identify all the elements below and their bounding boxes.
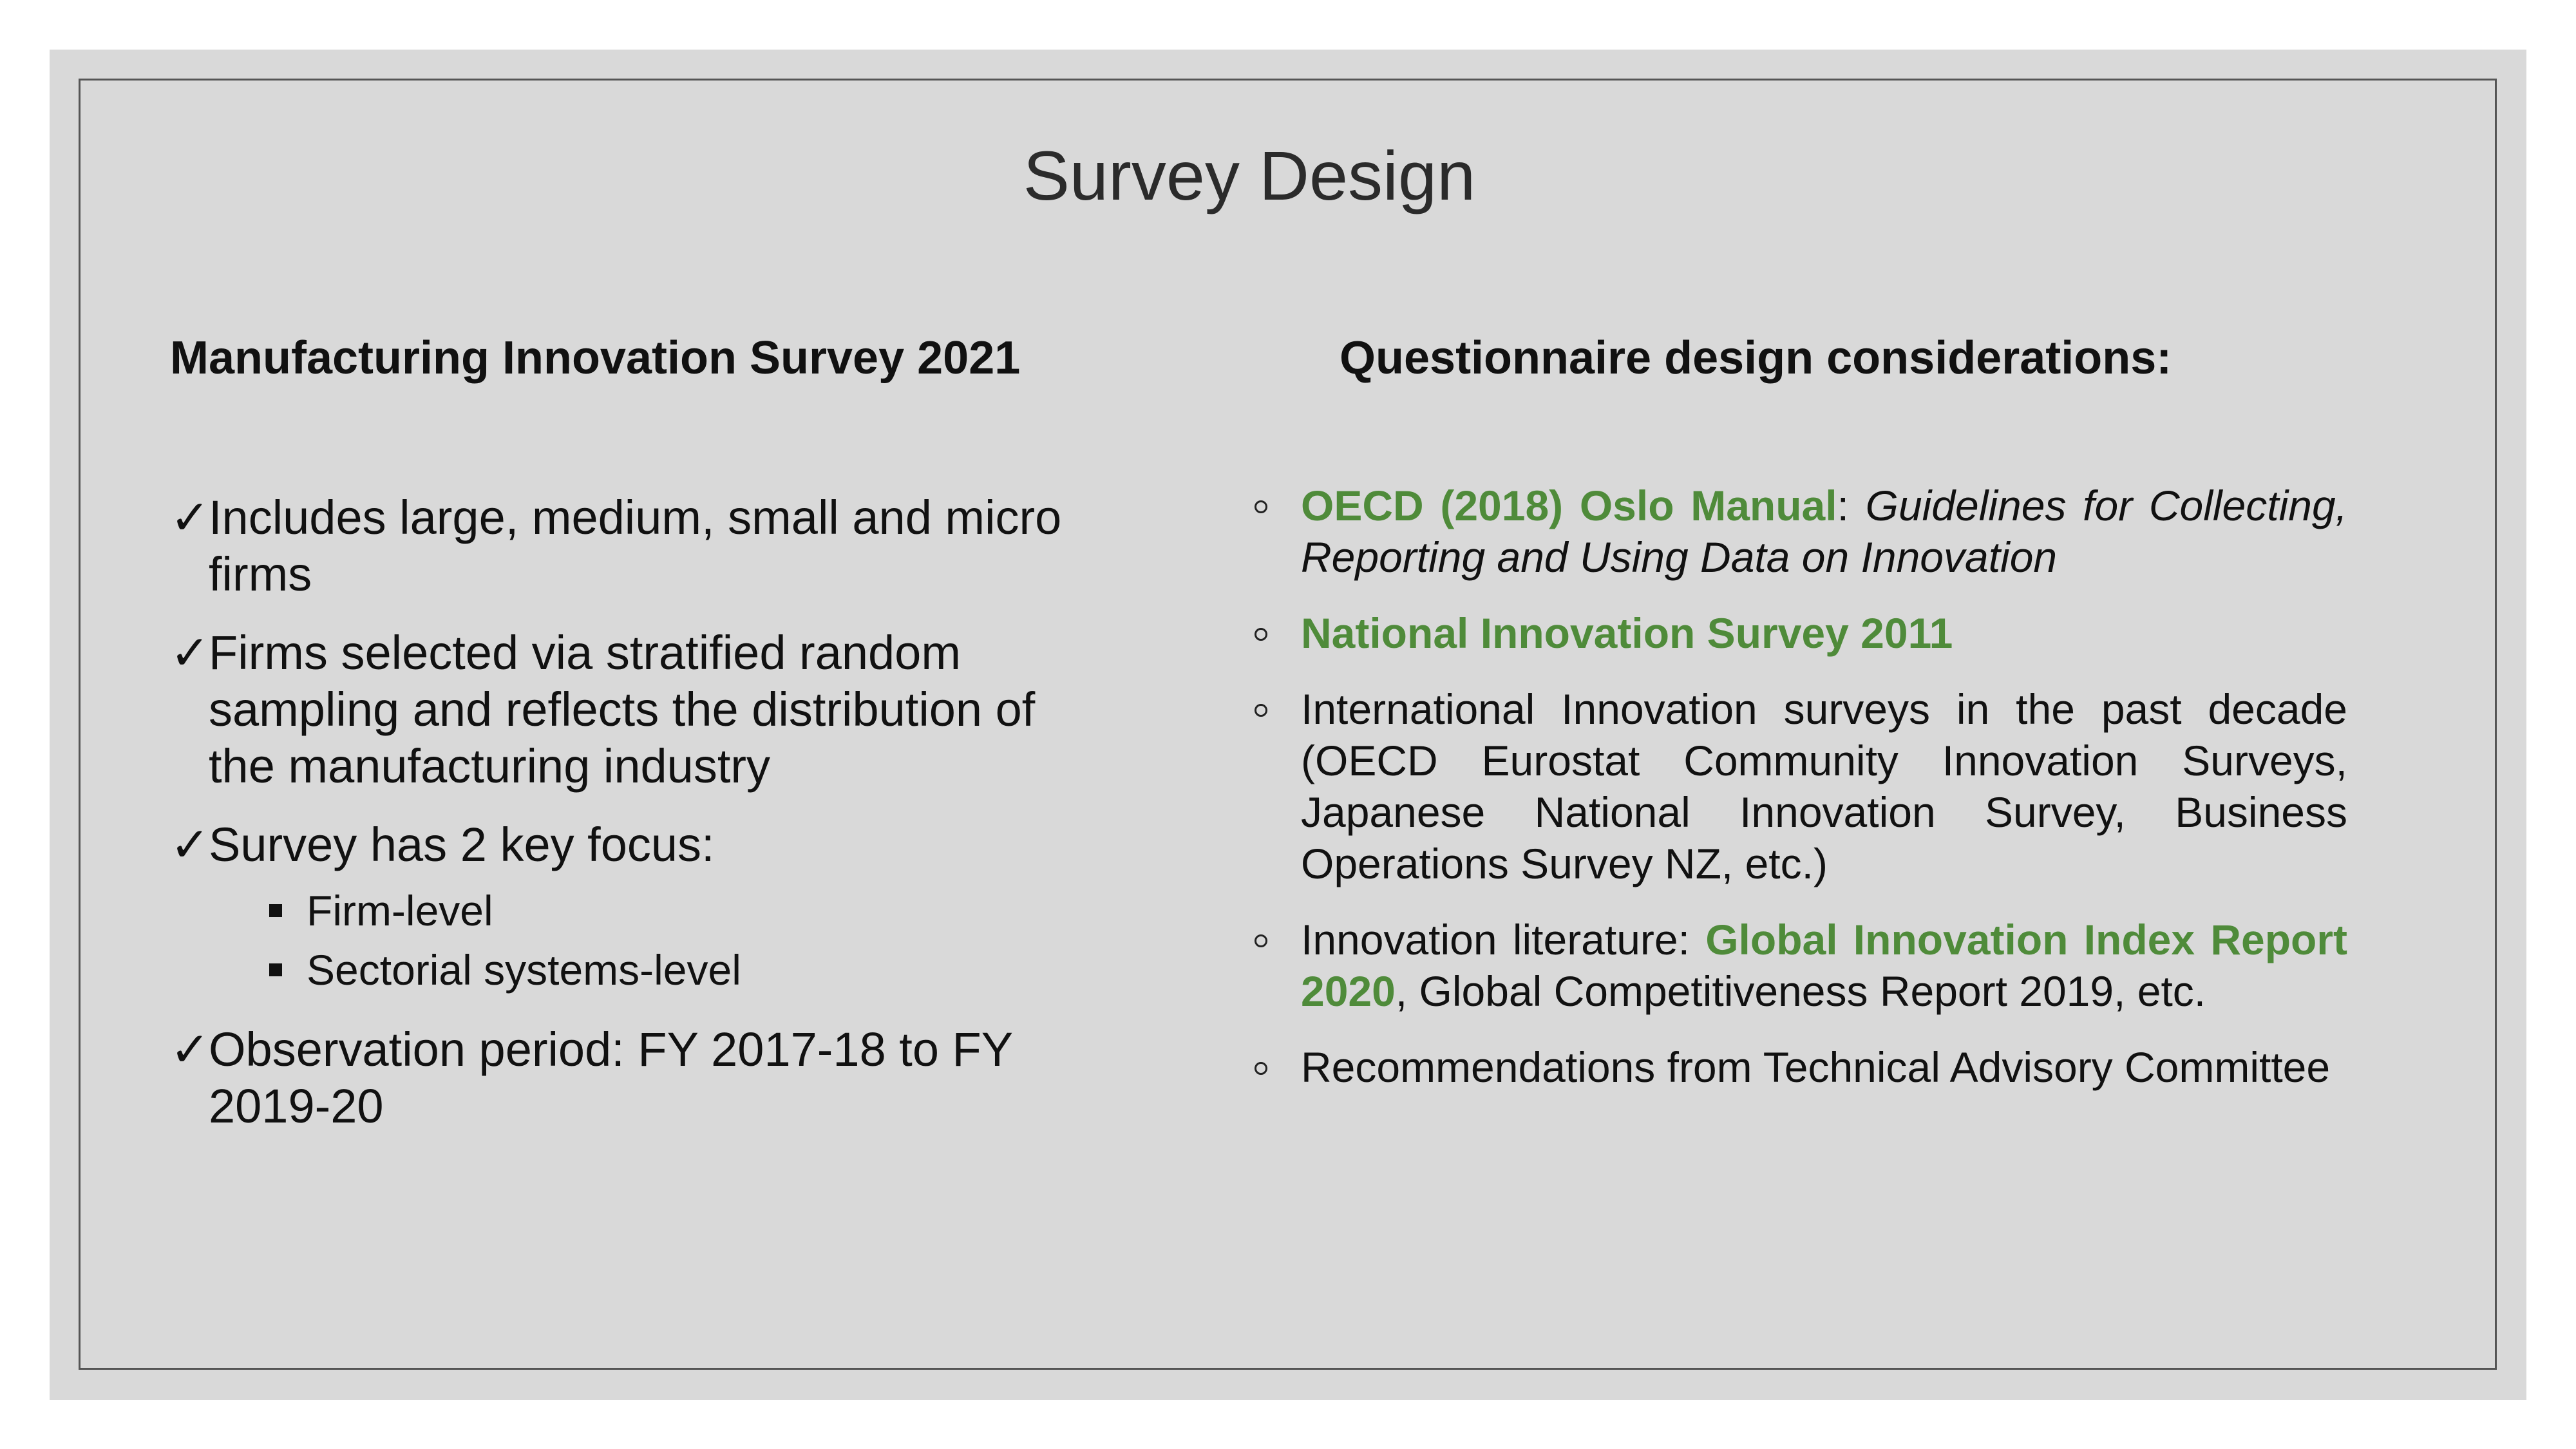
right-heading-text: Questionnaire design considerations	[1340, 332, 2157, 384]
prefix-text: Innovation literature:	[1301, 916, 1706, 963]
survey-features-list	[170, 489, 1084, 1157]
square-bullet-icon	[269, 963, 282, 976]
check-icon: ✓	[170, 491, 211, 544]
right-heading-colon: :	[2156, 332, 2172, 384]
check-icon: ✓	[170, 1023, 211, 1076]
ring-bullet-icon	[1255, 934, 1267, 947]
list-item-text: Includes large, medium, small and micro firms	[209, 491, 1062, 601]
list-item	[1249, 683, 2347, 889]
suffix-text: , Global Competitiveness Report 2019, etc.	[1395, 967, 2206, 1015]
list-item-text: Firms selected via stratified random sampling and reflects the distribution of the manufacturing industry	[209, 626, 1036, 793]
list-item-text: Survey has 2 key focus:	[209, 818, 715, 871]
list-item	[1249, 914, 2347, 1017]
highlight-text: Global Innovation Index Report 2020	[1301, 916, 2347, 1015]
ring-bullet-icon	[1255, 704, 1267, 717]
highlight-text: OECD (2018) Oslo Manual	[1301, 482, 1837, 529]
list-item	[170, 817, 1084, 999]
ring-bullet-icon	[1255, 500, 1267, 513]
list-item	[170, 625, 1084, 795]
list-item-text: Recommendations from Technical Advisory Committee	[1301, 1043, 2331, 1091]
slide-title: Survey Design	[1023, 137, 1476, 214]
sub-list-item-text: Firm-level	[307, 887, 493, 934]
list-item	[170, 1021, 1084, 1135]
list-item-text: International Innovation surveys in the past decade (OECD Eurostat Community Innovation Surveys, Japanese National Innovation Survey, Business Operations Survey NZ, etc.)	[1301, 685, 2347, 887]
sub-list-item	[209, 940, 1084, 999]
list-item	[1249, 480, 2347, 583]
list-item	[1249, 1041, 2347, 1093]
check-icon: ✓	[170, 818, 211, 871]
highlight-text: National Innovation Survey 2011	[1301, 609, 1953, 657]
ring-bullet-icon	[1255, 1062, 1267, 1075]
sub-list-item-text: Sectorial systems-level	[307, 946, 741, 994]
list-item-text: Observation period: FY 2017-18 to FY 2019-20	[209, 1023, 1012, 1133]
square-bullet-icon	[269, 904, 282, 917]
check-icon: ✓	[170, 626, 211, 679]
separator-text: :	[1837, 482, 1866, 529]
ring-bullet-icon	[1255, 628, 1267, 641]
italic-text: Guidelines for Collecting, Reporting and Using Data on Innovation	[1301, 482, 2348, 581]
focus-sub-list	[209, 881, 1084, 999]
left-column-heading: Manufacturing Innovation Survey 2021	[170, 332, 1021, 384]
list-item	[170, 489, 1084, 603]
right-column-heading	[1340, 332, 2172, 384]
sub-list-item	[209, 881, 1084, 940]
list-item	[1249, 607, 2347, 659]
design-considerations-list	[1249, 480, 2347, 1117]
